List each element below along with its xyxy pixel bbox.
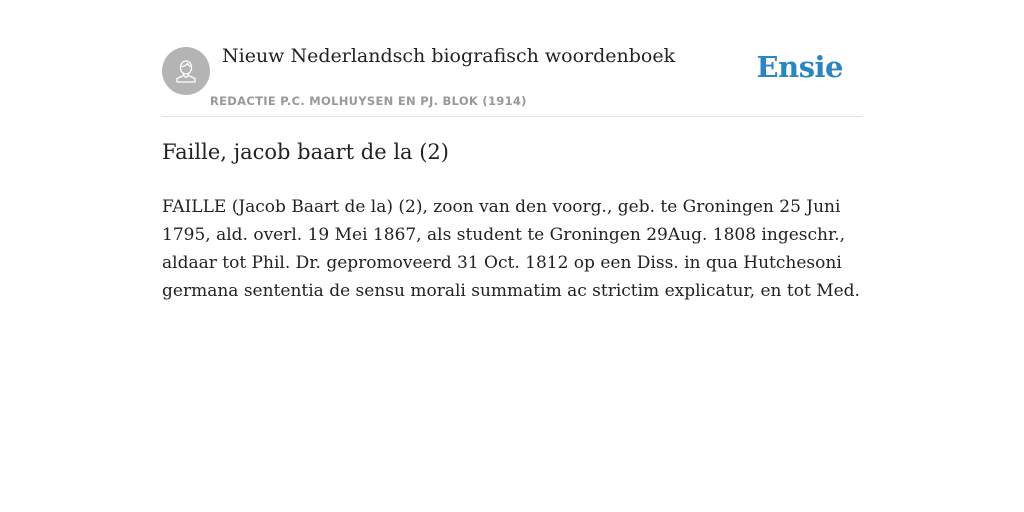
book-editors: REDACTIE P.C. MOLHUYSEN EN PJ. BLOK (1914) [210,94,527,108]
ensie-logo-link[interactable]: Ensie [756,50,843,84]
entry-body: FAILLE (Jacob Baart de la) (2), zoon van den voorg., geb. te Groningen 25 Juni 1795, ald. overl. 19 Mei 1867, als student te Groningen 29Aug. 1808 ingeschr., aldaar tot Phil. Dr. gepromoveerd 31 Oct. 1812 op een Diss. in qua Hutchesoni germana sententia de sensu morali summatim ac strictim explicatur, en tot Med. [162,197,860,301]
author-avatar[interactable] [162,47,210,95]
page [162,0,862,301]
user-silhouette-icon [171,56,201,86]
header [162,0,862,117]
book-title[interactable]: Nieuw Nederlandsch biografisch woordenboek [222,45,676,67]
entry-title: Faille, jacob baart de la (2) [162,140,449,164]
